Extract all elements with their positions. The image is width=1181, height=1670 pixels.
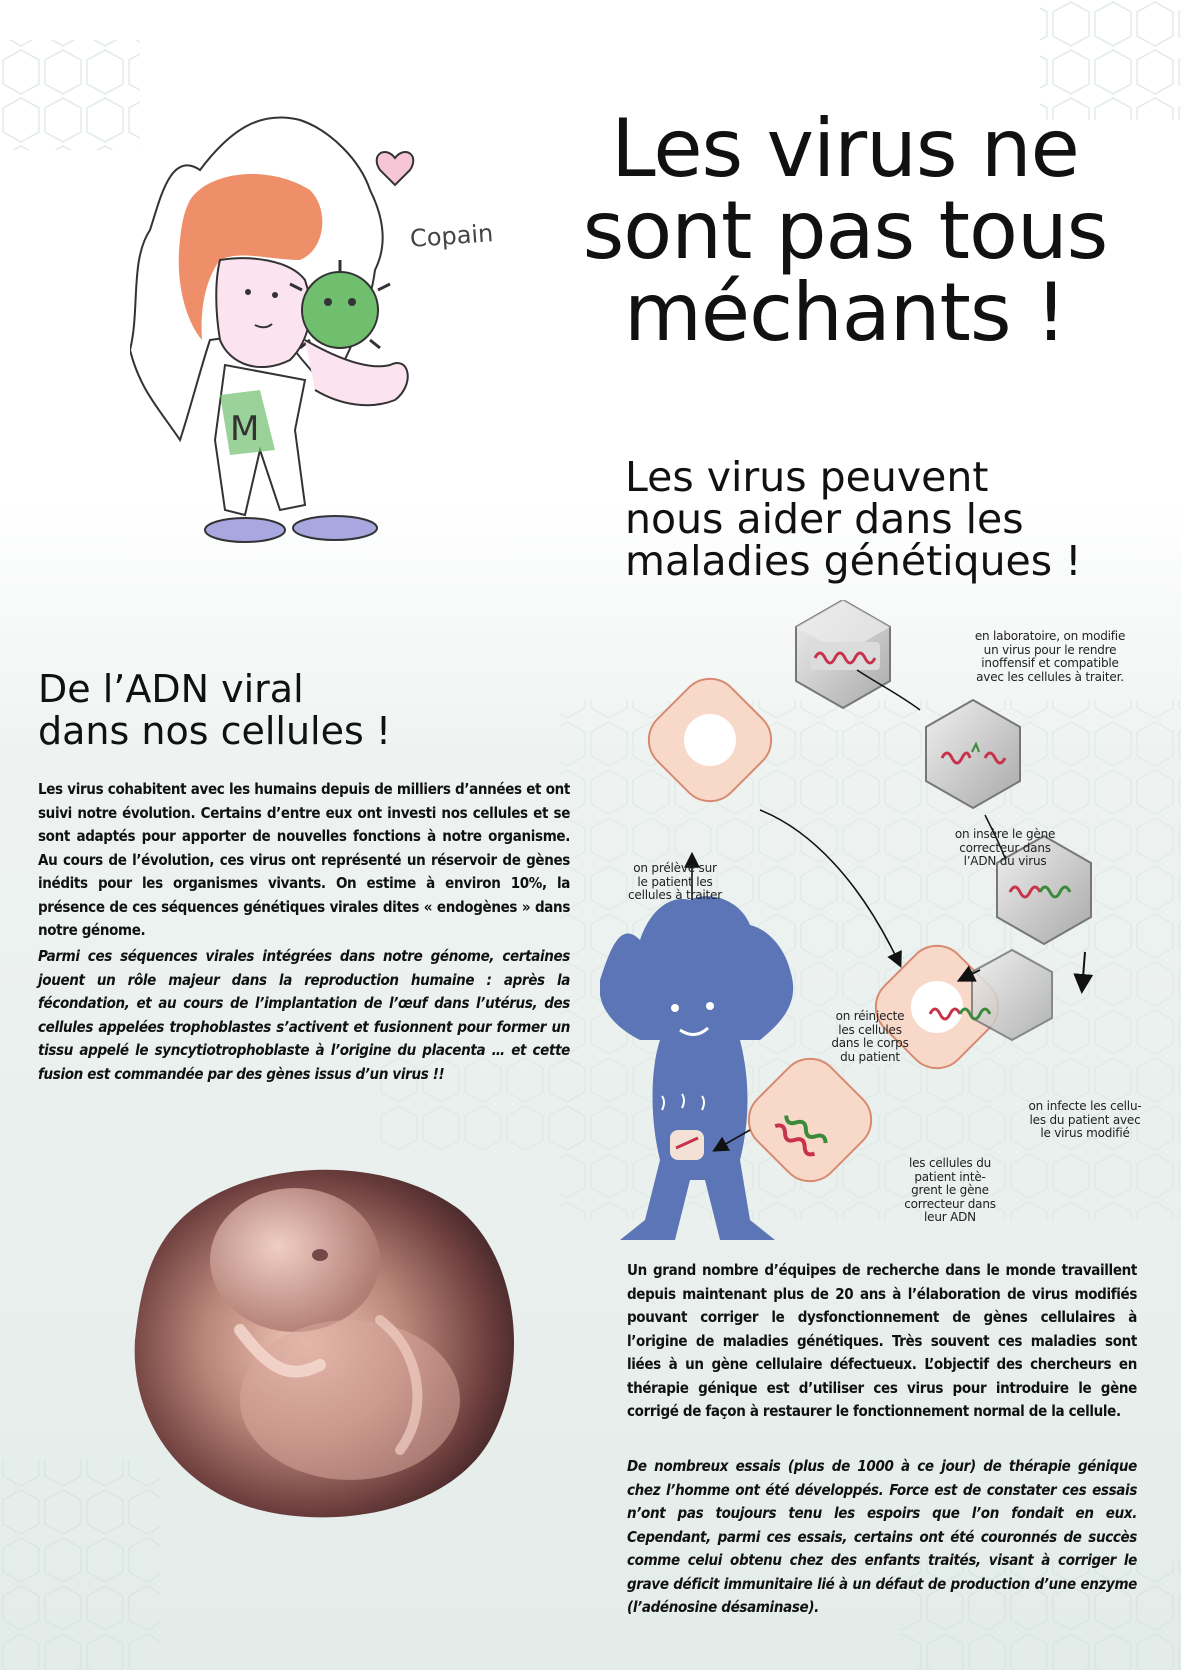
page-title <box>545 102 1145 359</box>
label-infect-line: les du patient avec <box>1029 1112 1141 1127</box>
right-paragraph-1: Un grand nombre d’équipes de recherche dans le monde travaillent depuis maintenant plus de 20 ans à l’élaboration de virus modifiés pouvant corriger le dysfonctionnement de gènes cellulaires à l’origine de maladies génétiques. Très souvent ces maladies sont liées à un gène cellulaire défectueux. L’objectif des chercheurs en thérapie génique est d’utiliser ces virus pour introduire le gène corrigé de façon à restaurer le fonctionnement normal de la cellule. <box>627 1261 1137 1420</box>
label-lab-line: inoffensif et compatible <box>981 656 1119 670</box>
label-sample-line: cellules à traiter <box>628 888 722 902</box>
label-reinject-line: les cellules <box>838 1022 902 1037</box>
title-line-1: Les virus ne <box>611 102 1079 195</box>
left-heading-line-2: dans nos cellules ! <box>38 709 392 753</box>
right-paragraph-2: De nombreux essais (plus de 1000 à ce jour) de thérapie génique chez l’homme ont été développés. Force est de constater ces essais n’ont pas toujours tenu les espoirs que l’on fondait en eux. Cependant, parmi ces essais, certains ont été couronnés de succès comme celui obtenu chez des enfants traités, visant à corriger le grave déficit immunitaire lié à un défaut de production d’une enzyme (l’adénosine désaminase). <box>627 1457 1137 1616</box>
label-lab-line: en laboratoire, on modifie <box>974 629 1126 643</box>
patient-character <box>600 896 793 1240</box>
label-infect-line: on infecte les cellu- <box>1028 1099 1142 1113</box>
label-reinject-line: on réinjecte <box>835 1009 905 1023</box>
subtitle-line-3: maladies génétiques ! <box>625 537 1082 585</box>
label-integrate-line: correcteur dans <box>904 1196 996 1211</box>
label-insert-line: l’ADN du virus <box>963 854 1047 868</box>
label-integrate <box>890 1157 1010 1225</box>
cell-sampled-icon <box>636 666 783 813</box>
label-integrate-line: leur ADN <box>924 1210 976 1224</box>
virus-lab-icon <box>796 600 890 708</box>
label-integrate-line: patient intè- <box>914 1169 986 1184</box>
label-integrate-line: grent le gène <box>911 1183 989 1197</box>
label-reinject <box>815 1010 925 1064</box>
shirt-letter: M <box>230 409 260 449</box>
subtitle-line-2: nous aider dans les <box>625 495 1024 543</box>
virus-insert-icon <box>926 700 1020 808</box>
label-insert-line: on insère le gène <box>954 827 1056 841</box>
label-lab <box>950 630 1150 684</box>
label-infect <box>1010 1100 1160 1141</box>
left-paragraph-1: Les virus cohabitent avec les humains depuis de milliers d’années et ont suivi notre évolution. Certains d’entre eux ont investi nos cellules et se sont adaptés pour apporter de nouvelles fonctions à notre organisme. Au cours de l’évolution, ces virus ont représenté un réservoir de gènes inédits pour les organismes vivants. On estime à environ 10%, la présence de ces séquences génétiques virales dites « endogènes » dans notre génome. <box>38 780 570 939</box>
cell-integrated-icon <box>736 1046 883 1193</box>
label-sample-line: on prélève sur <box>633 861 717 875</box>
label-reinject-line: dans le corps <box>831 1036 909 1050</box>
title-line-3: méchants ! <box>623 266 1067 359</box>
girl-hugging-virus-illustration <box>130 110 510 590</box>
right-subtitle <box>625 453 1145 585</box>
title-line-2: sont pas tous <box>582 184 1108 277</box>
label-reinject-line: du patient <box>840 1049 900 1064</box>
label-integrate-line: les cellules du <box>908 1156 992 1170</box>
gene-therapy-diagram <box>600 600 1181 1250</box>
drawing-caption: Copain <box>409 219 495 253</box>
left-heading-line-1: De l’ADN viral <box>38 667 304 711</box>
left-paragraph-2: Parmi ces séquences virales intégrées dans notre génome, certaines jouent un rôle majeur dans la reproduction humaine : après la fécondation, et au cours de l’implantation de l’œuf dans l’utérus, des cellules appelées trophoblastes s’activent et fusionnent pour former un tissu appelé le syncytiotrophoblaste à l’origine du placenta … et cette fusion est commandée par des gènes issus d’un virus !! <box>38 947 570 1083</box>
label-lab-line: avec les cellules à traiter. <box>976 669 1124 684</box>
label-sample-line: le patient les <box>637 874 713 889</box>
label-infect-line: le virus modifié <box>1040 1126 1130 1140</box>
label-insert-line: correcteur dans <box>959 840 1051 855</box>
left-heading <box>38 668 558 752</box>
subtitle-line-1: Les virus peuvent <box>625 453 989 501</box>
label-insert <box>925 828 1085 869</box>
label-lab-line: un virus pour le rendre <box>983 642 1117 657</box>
embryo-image <box>120 1150 540 1530</box>
label-sample <box>610 862 740 903</box>
